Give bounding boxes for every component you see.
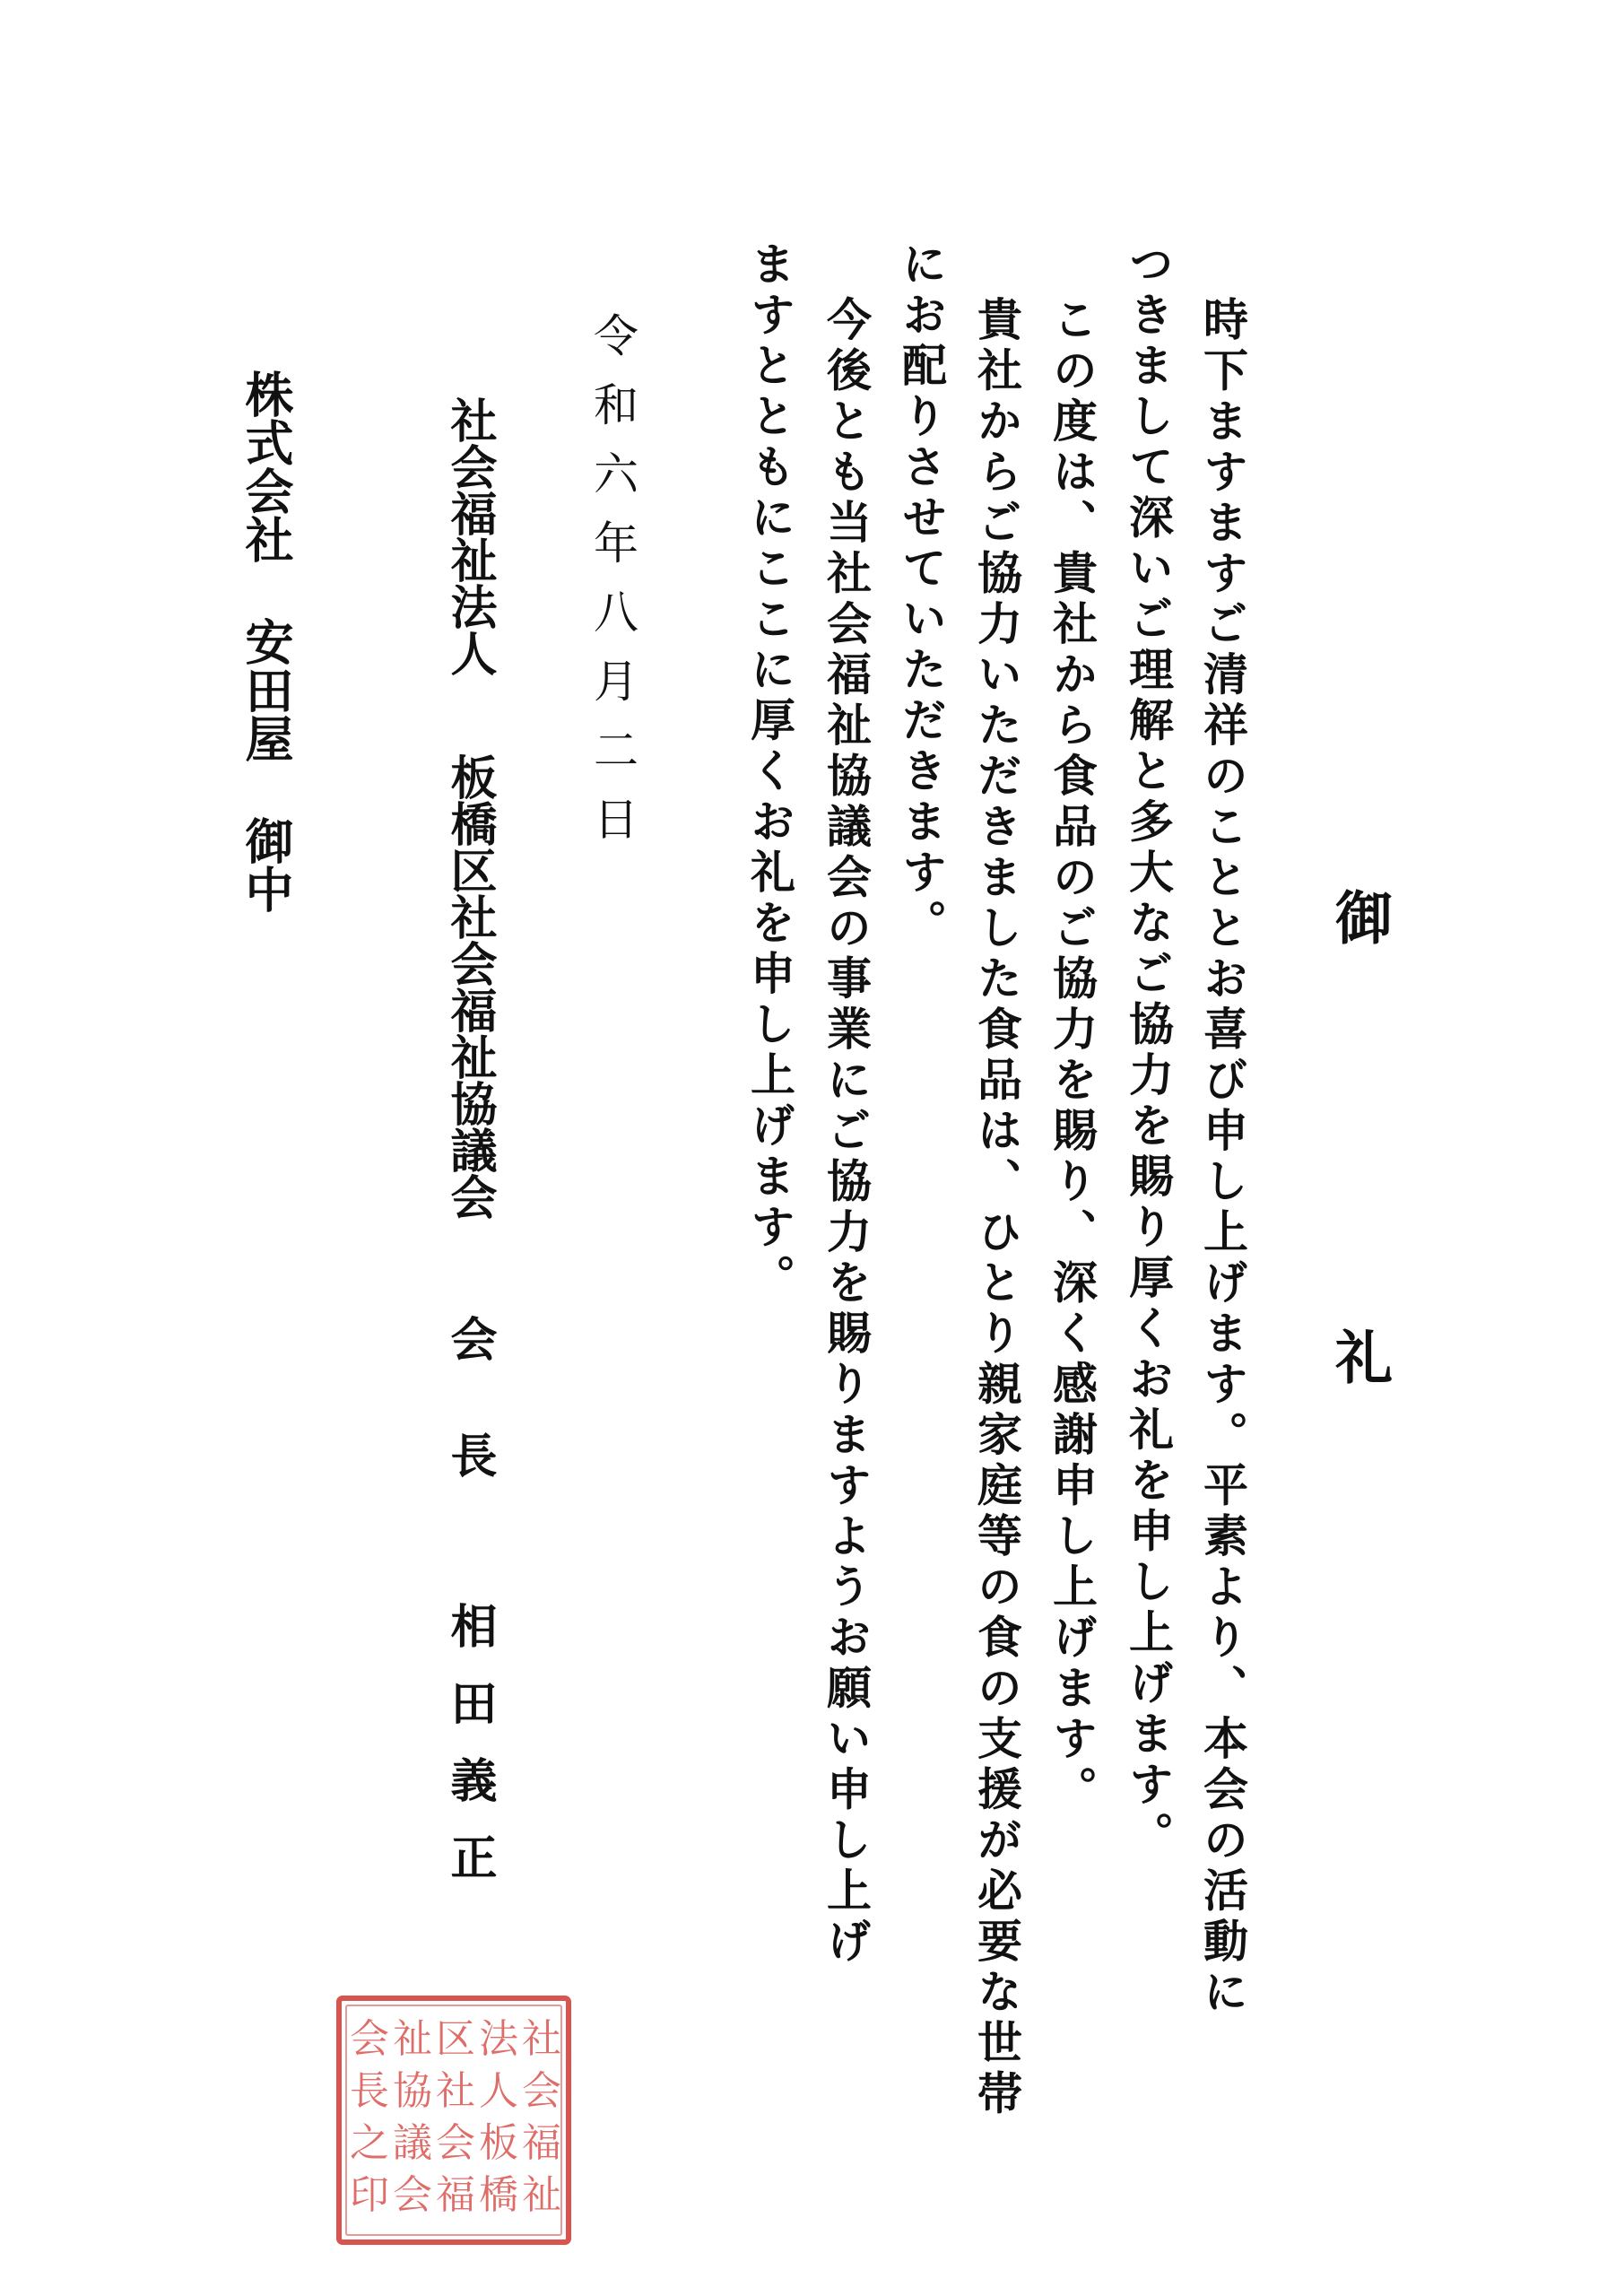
seal-glyph: 福	[436, 2172, 475, 2218]
body-line-6: 今後とも当社会福祉協議会の事業にご協力を賜りますようお願い申し上げ	[820, 296, 873, 1969]
seal-glyph: 会	[522, 2068, 561, 2114]
seal-glyph: 祉	[522, 2172, 561, 2218]
body-line-7: ますとともにここに厚くお礼を申し上げます。	[743, 240, 796, 1305]
seal-glyph: 人	[479, 2068, 518, 2114]
body-line-4: 貴社からご協力いただきました食品は、ひとり親家庭等の食の支援が必要な世帯	[970, 296, 1023, 2120]
sender-council: 板橋区社会福祉協議会	[442, 753, 497, 1220]
sender-organization: 社会福祉法人	[442, 396, 497, 676]
date: 令和六年八月二日	[586, 312, 638, 865]
seal-glyph: 区	[436, 2016, 475, 2062]
seal-glyph: 印	[350, 2172, 389, 2218]
seal-glyph: 福	[522, 2120, 561, 2166]
recipient-name: 安田屋	[238, 617, 295, 762]
seal-glyph: 長	[350, 2068, 389, 2114]
seal-glyph: 会	[393, 2172, 432, 2218]
body-line-5: にお配りさせていただきます。	[895, 240, 948, 950]
title-char-2: 礼	[1325, 1327, 1393, 1385]
recipient-company: 株式会社	[238, 370, 295, 563]
seal-glyph: 板	[479, 2120, 518, 2166]
body-line-3: この度は、貴社から食品のご協力を賜り、深く感謝申し上げます。	[1046, 296, 1099, 1816]
seal-glyph: 社	[436, 2068, 475, 2114]
official-seal-stamp	[334, 1993, 574, 2248]
body-line-1: 時下ますますご清祥のこととお喜び申し上げます。平素より、本会の活動に	[1196, 296, 1249, 2019]
seal-glyph: 祉	[393, 2016, 432, 2062]
sender-block	[442, 396, 497, 1910]
seal-glyph: 橋	[479, 2172, 518, 2218]
seal-glyph: 協	[393, 2068, 432, 2114]
title-char-1: 御	[1325, 888, 1393, 945]
seal-glyph: 会	[350, 2016, 389, 2062]
seal-glyph: 法	[479, 2016, 518, 2062]
body-line-2: つきまして深いご理解と多大なご協力を賜り厚くお礼を申し上げます。	[1122, 240, 1175, 1862]
recipient-honorific: 御中	[238, 816, 295, 913]
sender-position: 会長	[442, 1315, 497, 1548]
seal-glyph: 議	[393, 2120, 432, 2166]
seal-glyph: 社	[522, 2016, 561, 2062]
sender-name: 相田義正	[442, 1602, 497, 1910]
seal-glyph: 会	[436, 2120, 475, 2166]
seal-glyph: 之	[350, 2120, 389, 2166]
recipient-block	[238, 370, 295, 913]
